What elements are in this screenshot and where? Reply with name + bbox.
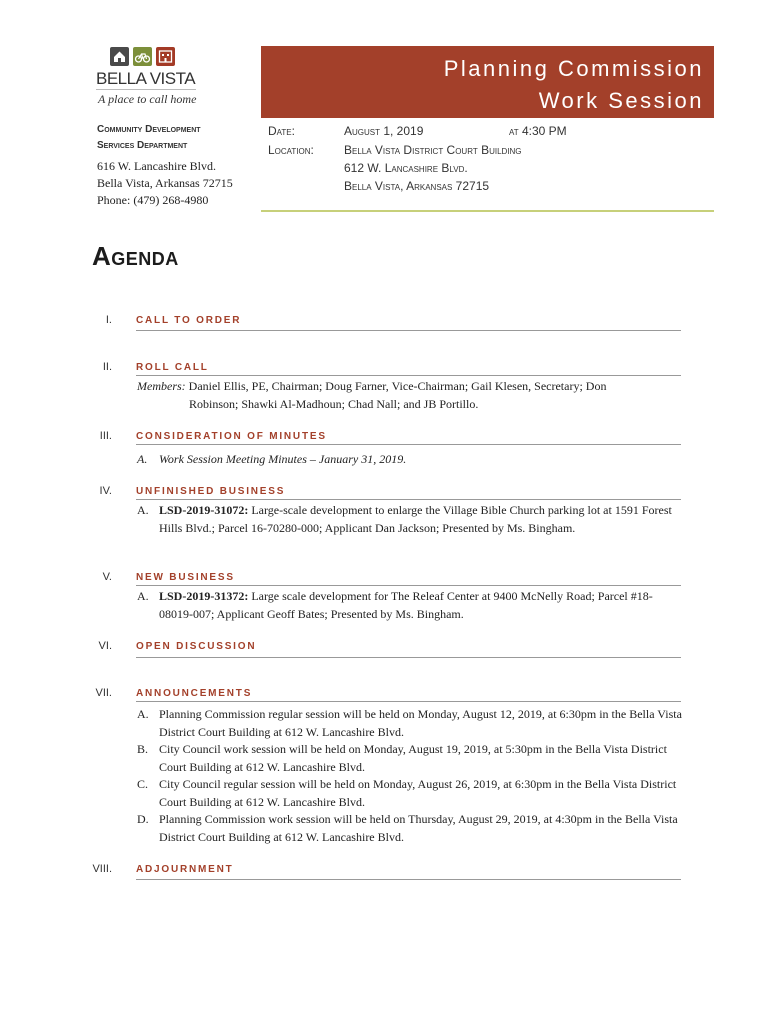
section-title: CALL TO ORDER xyxy=(136,315,242,326)
header-title-line1: Planning Commission xyxy=(443,56,704,81)
item-body xyxy=(159,501,682,537)
house-icon xyxy=(110,47,129,66)
section-number: III. xyxy=(99,430,112,442)
department-phone: Phone: (479) 268-4980 xyxy=(97,193,209,207)
item-text: Large scale development for The Releaf Center at 9400 McNelly Road; Parcel #18-08019-007; Applicant Geoff Bates; Presented by Ms. Bingham. xyxy=(159,589,653,621)
section-number: VI. xyxy=(98,640,112,652)
building-icon xyxy=(156,47,175,66)
logo-name: BELLA VISTA xyxy=(96,69,196,88)
item-text: Large-scale development to enlarge the Village Bible Church parking lot at 1591 Forest Hills Blvd.; Parcel 16-70280-000; Applicant Dan Jackson; Presented by Ms. Bingham. xyxy=(159,503,672,535)
location-line2: 612 W. Lancashire Blvd. xyxy=(344,161,468,175)
date-label: Date: xyxy=(268,124,295,138)
section-rule xyxy=(136,657,681,658)
section-rule xyxy=(136,879,681,880)
item-letter: A. xyxy=(137,707,149,721)
item-case-number: LSD-2019-31372: xyxy=(159,589,249,603)
members-label: Members: xyxy=(137,379,186,393)
section-rule xyxy=(136,444,681,445)
item-text: Planning Commission regular session will be held on Monday, August 12, 2019, at 6:30pm in the Bella Vista District Court Building at 612 W. Lancashire Blvd. xyxy=(159,707,682,739)
item-letter: A. xyxy=(137,452,148,466)
department-info xyxy=(97,122,257,209)
item-text: Planning Commission work session will be held on Thursday, August 29, 2019, at 4:30pm in the Bella Vista District Court Building at 612 W. Lancashire Blvd. xyxy=(159,812,678,844)
section-rule xyxy=(136,701,681,702)
section-title: UNFINISHED BUSINESS xyxy=(136,486,286,497)
members-line2: Robinson; Shawki Al-Madhoun; Chad Nall; and JB Portillo. xyxy=(189,397,479,411)
section-title: ROLL CALL xyxy=(136,362,209,373)
section-rule xyxy=(136,499,681,500)
department-address-line1: 616 W. Lancashire Blvd. xyxy=(97,159,216,173)
section-title: NEW BUSINESS xyxy=(136,572,235,583)
list-item xyxy=(137,450,682,468)
item-letter: D. xyxy=(137,812,149,826)
section-rule xyxy=(136,375,681,376)
bella-vista-logo xyxy=(96,44,206,112)
list-item xyxy=(137,501,682,537)
section-number: VII. xyxy=(95,687,112,699)
department-title-line2: Services Department xyxy=(97,140,188,151)
members-list xyxy=(137,377,677,413)
section-number: I. xyxy=(105,314,112,326)
meeting-date: August 1, 2019 xyxy=(344,124,424,138)
item-case-number: LSD-2019-31072: xyxy=(159,503,249,517)
section-rule xyxy=(136,330,681,331)
section-number: IV. xyxy=(99,485,112,497)
location-line1: Bella Vista District Court Building xyxy=(344,143,522,157)
logo-tagline: A place to call home xyxy=(98,92,197,106)
department-title-line1: Community Development xyxy=(97,124,201,135)
location-label: Location: xyxy=(268,143,314,157)
agenda-title: Agenda xyxy=(92,241,179,271)
header-banner xyxy=(261,46,714,118)
item-letter: A. xyxy=(137,589,149,603)
section-number: II. xyxy=(102,361,112,373)
item-letter: A. xyxy=(137,503,149,517)
section-title: ADJOURNMENT xyxy=(136,864,234,875)
list-item xyxy=(137,705,682,741)
section-title: ANNOUNCEMENTS xyxy=(136,688,253,699)
item-text: Work Session Meeting Minutes – January 31, 2019. xyxy=(159,452,407,466)
department-address-line2: Bella Vista, Arkansas 72715 xyxy=(97,176,233,190)
item-body xyxy=(159,587,682,623)
item-text: City Council work session will be held on Monday, August 19, 2019, at 5:30pm in the Bella Vista District Court Building at 612 W. Lancashire Blvd. xyxy=(159,742,667,774)
section-title: CONSIDERATION OF MINUTES xyxy=(136,431,327,442)
section-title: OPEN DISCUSSION xyxy=(136,641,257,652)
members-line1: Daniel Ellis, PE, Chairman; Doug Farner, Vice-Chairman; Gail Klesen, Secretary; Don xyxy=(188,379,607,393)
header-divider xyxy=(261,210,714,212)
list-item xyxy=(137,810,682,846)
header-title-line2: Work Session xyxy=(538,88,704,113)
list-item xyxy=(137,587,682,623)
bicycle-icon xyxy=(133,47,152,66)
location-line3: Bella Vista, Arkansas 72715 xyxy=(344,179,490,193)
list-item xyxy=(137,775,682,811)
item-letter: C. xyxy=(137,777,149,791)
section-number: V. xyxy=(102,571,112,583)
section-rule xyxy=(136,585,681,586)
item-text: City Council regular session will be held on Monday, August 26, 2019, at 6:30pm in the Bella Vista District Court Building at 612 W. Lancashire Blvd. xyxy=(159,777,677,809)
logo-rule xyxy=(96,89,196,90)
meeting-time: at 4:30 PM xyxy=(509,124,567,138)
item-letter: B. xyxy=(137,742,149,756)
section-number: VIII. xyxy=(92,863,112,875)
list-item xyxy=(137,740,682,776)
